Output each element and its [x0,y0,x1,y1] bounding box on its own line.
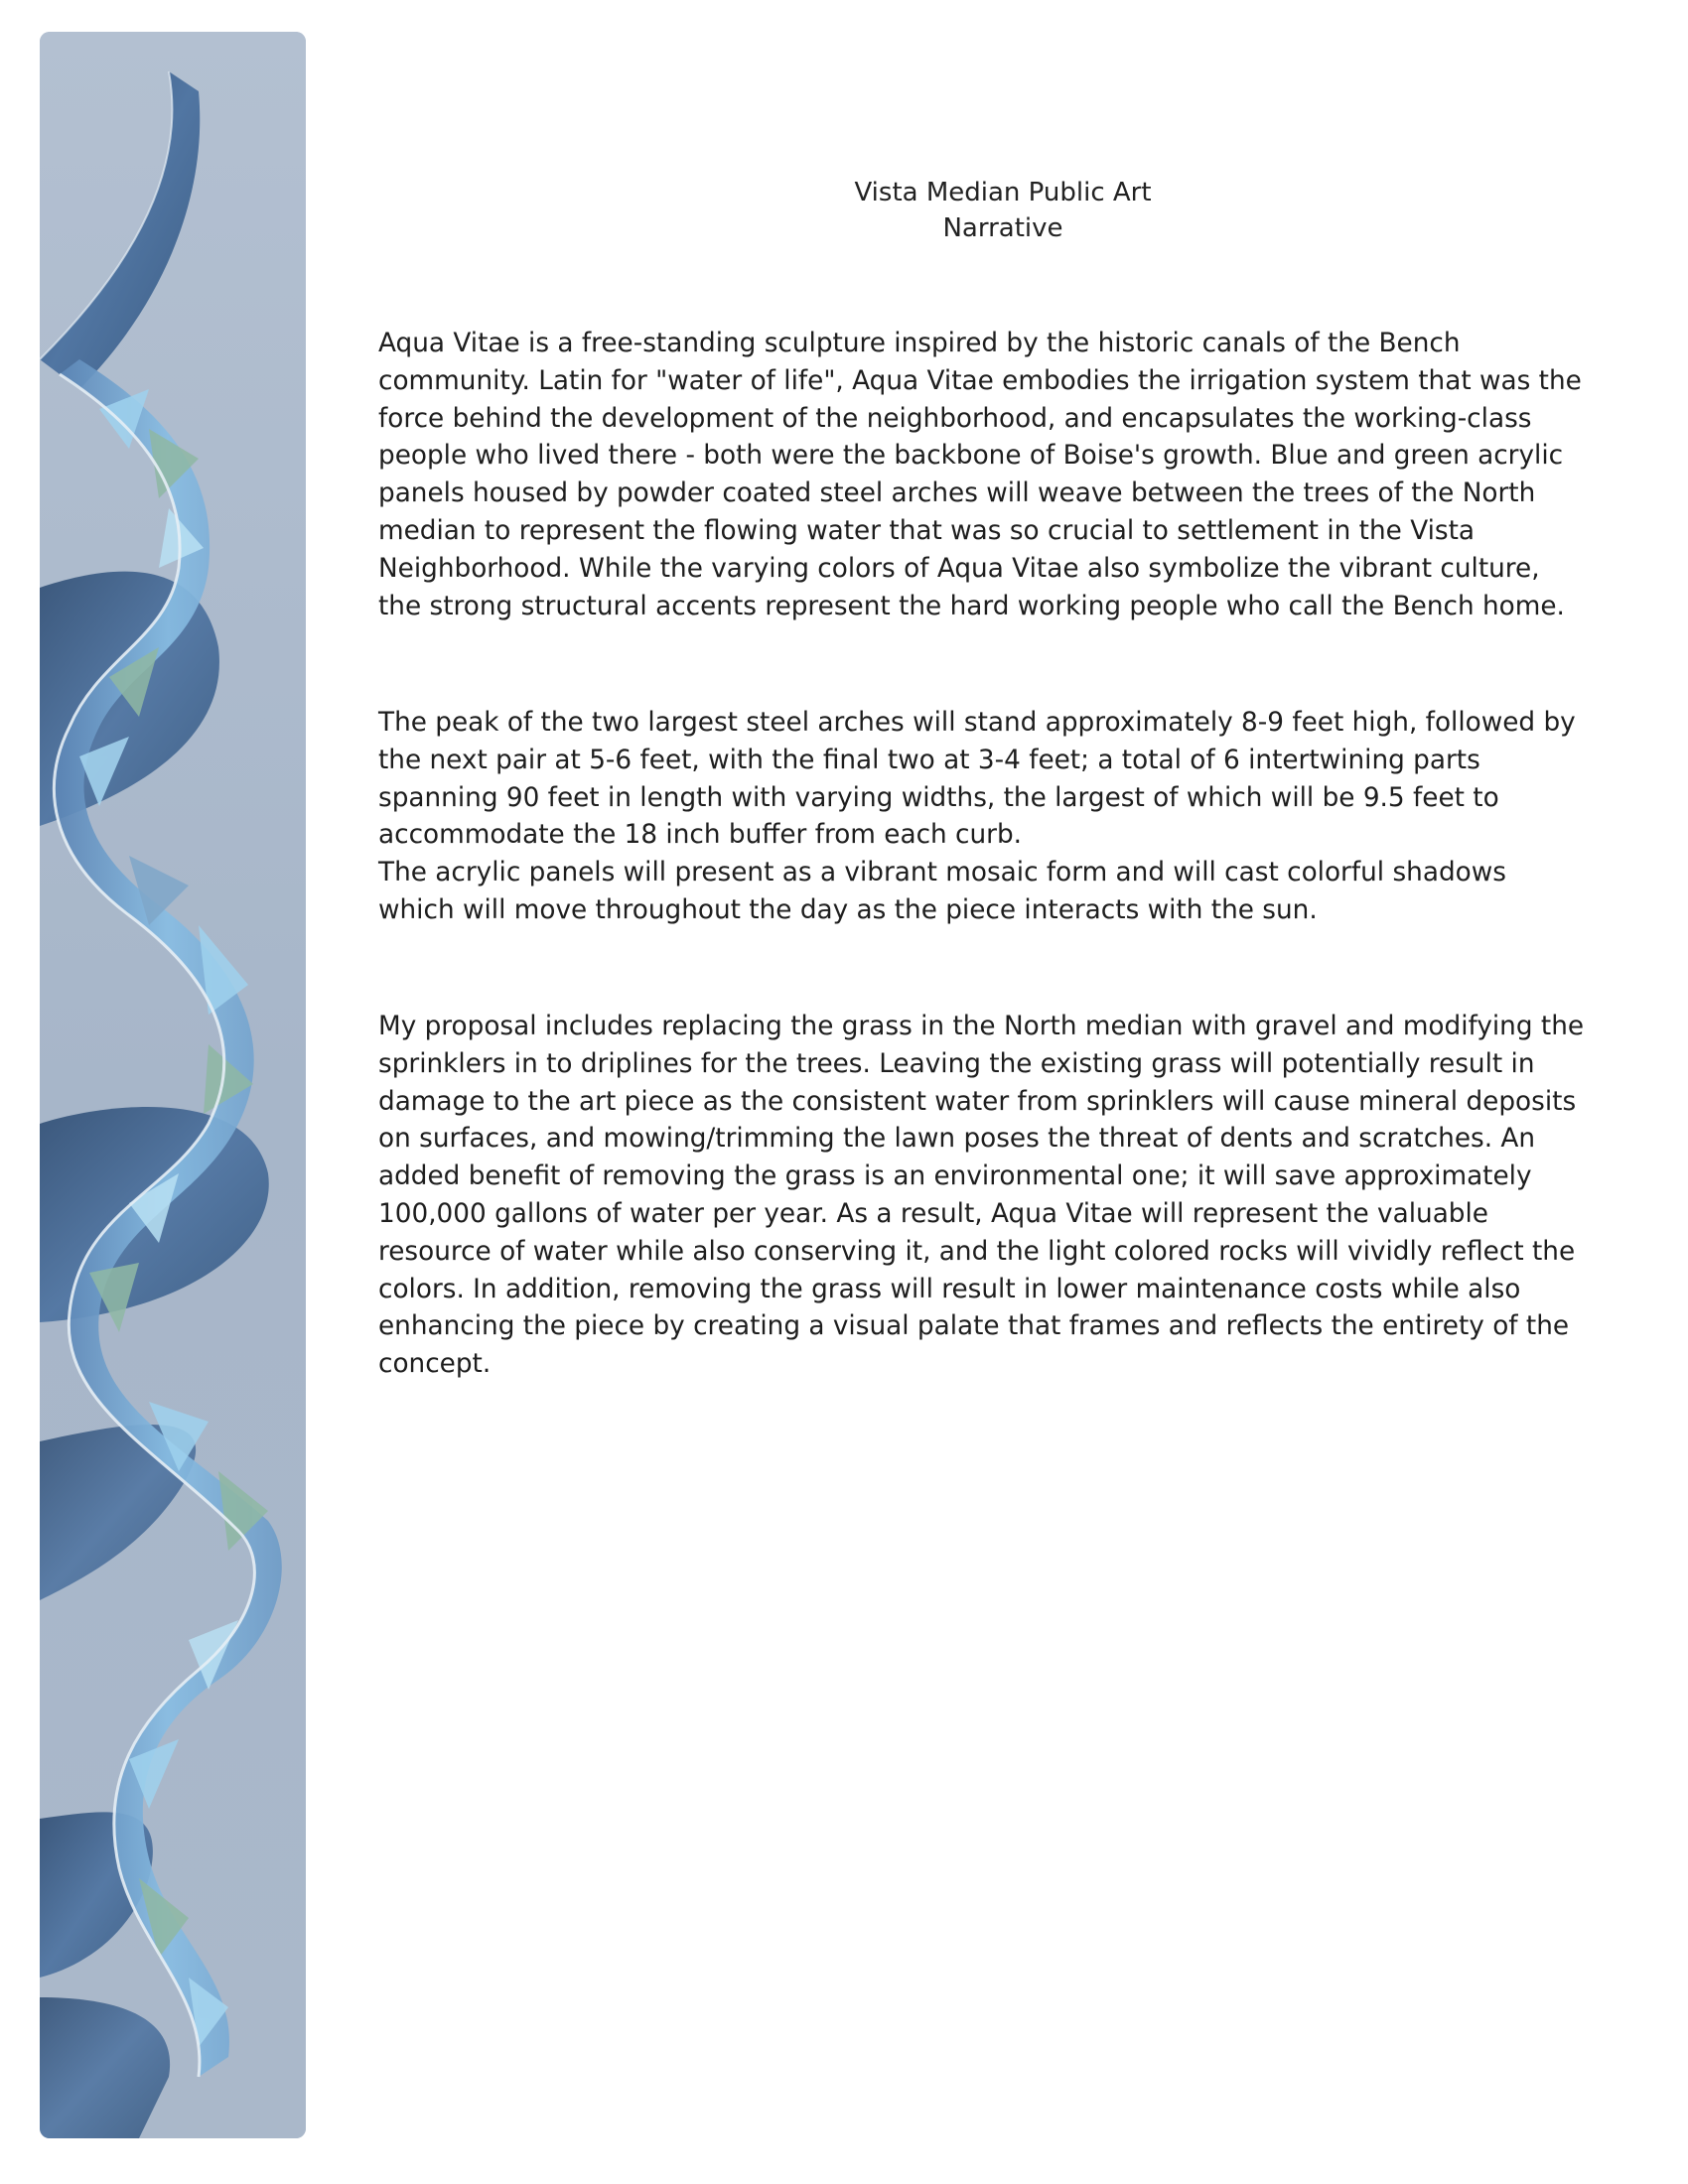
paragraph-dimensions [378,705,1610,930]
paragraph-line: sprinklers in to driplines for the trees. Leaving the existing grass will potentially result in [378,1048,1535,1079]
paragraph-line: community. Latin for "water of life", Aqua Vitae embodies the irrigation system that was the [378,365,1582,396]
paragraph-line: panels housed by powder coated steel arches will weave between the trees of the North [378,478,1536,509]
paragraph-line: colors. In addition, removing the grass will result in lower maintenance costs while also [378,1274,1521,1304]
paragraph-line: damage to the art piece as the consistent water from sprinklers will cause mineral deposits [378,1086,1577,1117]
paragraph-line: The acrylic panels will present as a vibrant mosaic form and will cast colorful shadows [378,858,1506,888]
paragraph-line: the strong structural accents represent the hard working people who call the Bench home. [378,591,1565,621]
paragraph-line: resource of water while also conserving it, and the light colored rocks will vividly reflect the [378,1236,1576,1267]
paragraph-line: 100,000 gallons of water per year. As a result, Aqua Vitae will represent the valuable [378,1198,1488,1229]
document-title: Vista Median Public Art [854,178,1152,207]
paragraph-intro [378,326,1610,625]
paragraph-line: Neighborhood. While the varying colors of Aqua Vitae also symbolize the vibrant culture, [378,553,1540,584]
paragraph-line: The peak of the two largest steel arches will stand approximately 8-9 feet high, followed by [378,708,1576,738]
paragraph-line: My proposal includes replacing the grass in the North median with gravel and modifying the [378,1012,1585,1041]
paragraph-line: added benefit of removing the grass is an environmental one; it will save approximately [378,1161,1532,1192]
document-header [745,175,1261,246]
paragraph-line: Aqua Vitae is a free-standing sculpture inspired by the historic canals of the Bench [378,329,1461,358]
paragraph-line: median to represent the flowing water that was so crucial to settlement in the Vista [378,515,1476,546]
paragraph-line: force behind the development of the neighborhood, and encapsulates the working-class [378,403,1532,434]
sculpture-ribbon-icon [40,32,306,2138]
paragraph-line: concept. [378,1349,492,1380]
paragraph-proposal [378,1009,1610,1384]
document-subtitle: Narrative [942,213,1063,243]
paragraph-line: enhancing the piece by creating a visual palate that frames and reflects the entirety of the [378,1311,1570,1342]
paragraph-line: people who lived there - both were the backbone of Boise's growth. Blue and green acrylic [378,441,1564,472]
paragraph-line: the next pair at 5-6 feet, with the final two at 3-4 feet; a total of 6 intertwining parts [378,745,1480,775]
sculpture-rendering [40,32,306,2138]
paragraph-line: accommodate the 18 inch buffer from each curb. [378,820,1023,851]
paragraph-line: which will move throughout the day as the piece interacts with the sun. [378,894,1318,925]
paragraph-line: spanning 90 feet in length with varying widths, the largest of which will be 9.5 feet to [378,782,1499,813]
paragraph-line: on surfaces, and mowing/trimming the lawn poses the threat of dents and scratches. An [378,1124,1536,1155]
